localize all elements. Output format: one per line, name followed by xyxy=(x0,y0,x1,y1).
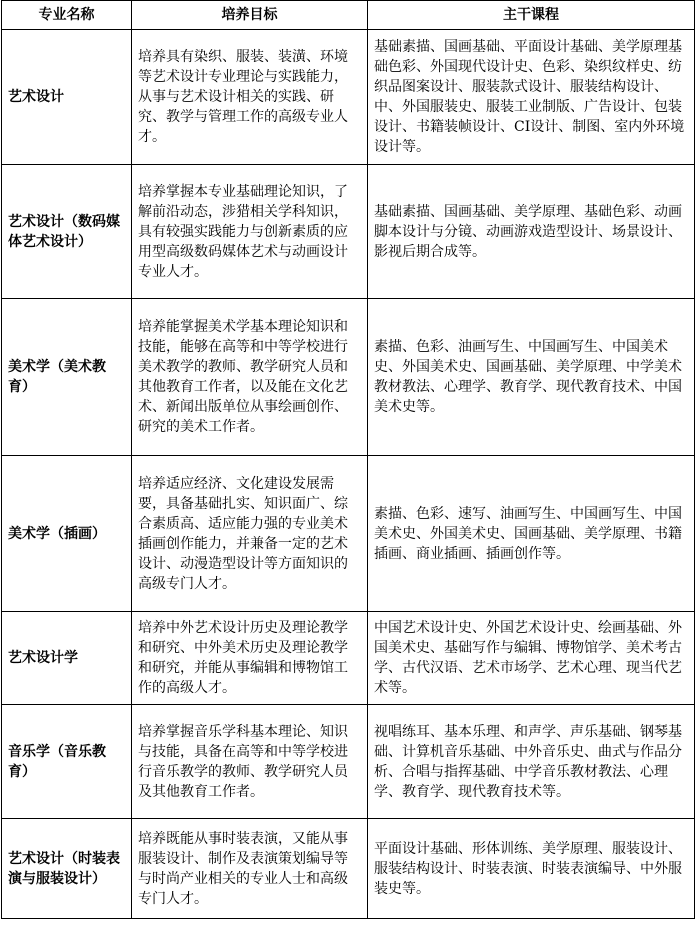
core-courses: 素描、色彩、速写、油画写生、中国画写生、中国美术史、外国美术史、国画基础、美学原理、书籍插画、商业插画、插画创作等。 xyxy=(368,456,695,612)
header-row xyxy=(2,1,695,30)
core-courses: 基础素描、国画基础、平面设计基础、美学原理基础色彩、外国现代设计史、色彩、染织纹样史、纺织品图案设计、服装款式设计、服装结构设计、中、外国服装史、服装工业制版、广告设计、包装设计、书籍装帧设计、CI设计、制图、室内外环境设计等。 xyxy=(368,30,695,165)
major-name: 艺术设计（时装表演与服装设计） xyxy=(2,819,132,919)
header-major-name: 专业名称 xyxy=(2,1,132,30)
table-row xyxy=(2,456,695,612)
major-name: 美术学（插画） xyxy=(2,456,132,612)
table-row xyxy=(2,165,695,299)
core-courses: 基础素描、国画基础、美学原理、基础色彩、动画脚本设计与分镜、动画游戏造型设计、场景设计、影视后期合成等。 xyxy=(368,165,695,299)
training-goal: 培养适应经济、文化建设发展需要，具备基础扎实、知识面广、综合素质高、适应能力强的专业美术插画创作能力，并兼备一定的艺术设计、动漫造型设计等方面知识的高级专门人才。 xyxy=(132,456,368,612)
majors-table xyxy=(1,0,695,919)
core-courses: 平面设计基础、形体训练、美学原理、服装设计、服装结构设计、时装表演、时装表演编导、中外服装史等。 xyxy=(368,819,695,919)
training-goal: 培养掌握本专业基础理论知识，了解前沿动态，涉猎相关学科知识，具有较强实践能力与创新素质的应用型高级数码媒体艺术与动画设计专业人才。 xyxy=(132,165,368,299)
training-goal: 培养能掌握美术学基本理论知识和技能，能够在高等和中等学校进行美术教学的教师、教学研究人员和其他教育工作者，以及能在文化艺术、新闻出版单位从事绘画创作、研究的美术工作者。 xyxy=(132,299,368,456)
training-goal: 培养中外艺术设计历史及理论教学和研究、中外美术历史及理论教学和研究，并能从事编辑和博物馆工作的高级人才。 xyxy=(132,612,368,705)
core-courses: 视唱练耳、基本乐理、和声学、声乐基础、钢琴基础、计算机音乐基础、中外音乐史、曲式与作品分析、合唱与指挥基础、中学音乐教材教法、心理学、教育学、现代教育技术等。 xyxy=(368,705,695,819)
major-name: 艺术设计 xyxy=(2,30,132,165)
table-row xyxy=(2,299,695,456)
table-row xyxy=(2,705,695,819)
table-row xyxy=(2,30,695,165)
core-courses: 中国艺术设计史、外国艺术设计史、绘画基础、外国美术史、基础写作与编辑、博物馆学、美术考古学、古代汉语、艺术市场学、艺术心理、现当代艺术等。 xyxy=(368,612,695,705)
header-training-goal: 培养目标 xyxy=(132,1,368,30)
training-goal: 培养具有染织、服装、装潢、环境等艺术设计专业理论与实践能力，从事与艺术设计相关的实践、研究、教学与管理工作的高级专业人才。 xyxy=(132,30,368,165)
header-core-courses: 主干课程 xyxy=(368,1,695,30)
training-goal: 培养掌握音乐学科基本理论、知识与技能，具备在高等和中等学校进行音乐教学的教师、教学研究人员及其他教育工作者。 xyxy=(132,705,368,819)
major-name: 艺术设计学 xyxy=(2,612,132,705)
table-row xyxy=(2,612,695,705)
major-name: 艺术设计（数码媒体艺术设计） xyxy=(2,165,132,299)
major-name: 美术学（美术教育） xyxy=(2,299,132,456)
major-name: 音乐学（音乐教育） xyxy=(2,705,132,819)
table-row xyxy=(2,819,695,919)
core-courses: 素描、色彩、油画写生、中国画写生、中国美术史、外国美术史、国画基础、美学原理、中学美术教材教法、心理学、教育学、现代教育技术、中国美术史等。 xyxy=(368,299,695,456)
training-goal: 培养既能从事时装表演，又能从事服装设计、制作及表演策划编导等与时尚产业相关的专业人士和高级专门人才。 xyxy=(132,819,368,919)
